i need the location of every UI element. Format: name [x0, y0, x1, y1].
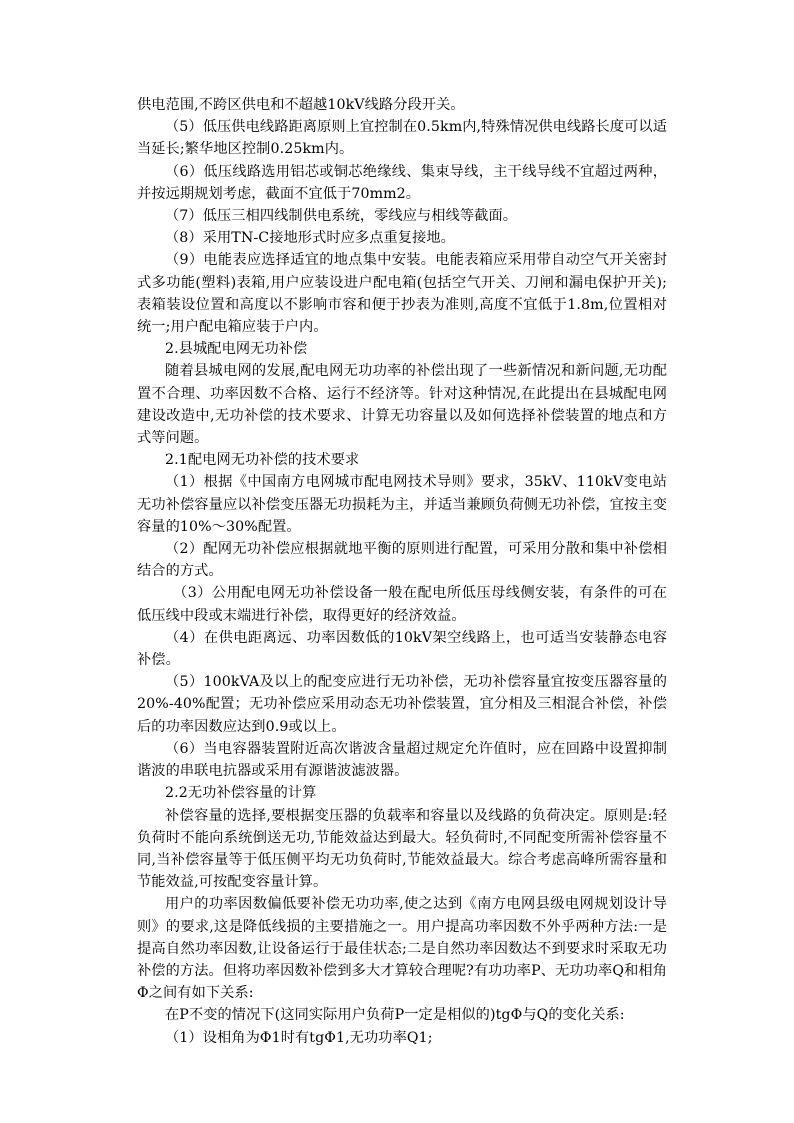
paragraph: 补偿容量的选择,要根据变压器的负载率和容量以及线路的负荷决定。原则是:轻负荷时不能向系统倒送无功,节能效益达到最大。轻负荷时,不同配变所需补偿容量不同,当补偿容量等于低压侧平均无功负荷时,节能效益最大。综合考虑高峰所需容量和节能效益,可按配变容量计算。: [137, 807, 667, 891]
paragraph: （5）低压供电线路距离原则上宜控制在0.5km内,特殊情况供电线路长度可以适当延长;繁华地区控制0.25km内。: [137, 119, 667, 158]
paragraph: （1）设相角为Φ1时有tgΦ1,无功功率Q1;: [165, 1029, 433, 1046]
section-heading: 2.县城配电网无功补偿: [165, 341, 308, 358]
paragraph: 用户的功率因数偏低要补偿无功功率,使之达到《南方电网县级电网规划设计导则》的要求,这是降低线损的主要措施之一。用户提高功率因数不外乎两种方法:一是提高自然功率因数,让设备运行于最佳状态;二是自然功率因数达不到要求时采取无功补偿的方法。但将功率因数补偿到多大才算较合理呢?有功功率P、无功功率Q和相角Φ之间有如下关系:: [137, 896, 667, 1002]
paragraph: （3）公用配电网无功补偿设备一般在配电所低压母线侧安装，有条件的可在低压线中段或末端进行补偿，取得更好的经济效益。: [137, 585, 667, 624]
paragraph: （4）在供电距离远、功率因数低的10kV架空线路上，也可适当安装静态电容补偿。: [137, 629, 667, 669]
paragraph: （8）采用TN-C接地形式时应多点重复接地。: [165, 230, 455, 247]
paragraph: 供电范围,不跨区供电和不超越10kV线路分段开关。: [137, 97, 465, 113]
paragraph: 在P不变的情况下(这同实际用户负荷P一定是相似的)tgΦ与Q的变化关系:: [165, 1007, 625, 1024]
document-page: [137, 94, 667, 1049]
paragraph: （9）电能表应选择适宜的地点集中安装。电能表箱应采用带自动空气开关密封式多功能(塑料)表箱,用户应装设进户配电箱(包括空气开关、刀闸和漏电保护开关);表箱装设位置和高度以不影响市容和便于抄表为准则,高度不宜低于1.8m,位置相对统一;用户配电箱应装于户内。: [137, 252, 667, 336]
paragraph: （7）低压三相四线制供电系统，零线应与相线等截面。: [165, 208, 518, 225]
paragraph: （5）100kVA及以上的配变应进行无功补偿，无功补偿容量宜按变压器容量的20%-40%配置；无功补偿应采用动态无功补偿装置，宜分相及三相混合补偿，补偿后的功率因数应达到0.9或以上。: [137, 674, 667, 735]
section-heading: 2.1配电网无功补偿的技术要求: [165, 452, 360, 469]
paragraph: （2）配网无功补偿应根据就地平衡的原则进行配置，可采用分散和集中补偿相结合的方式。: [137, 541, 667, 580]
paragraph: （6）当电容器装置附近高次谐波含量超过规定允许值时，应在回路中设置抑制谐波的串联电抗器或采用有源谐波滤波器。: [137, 740, 667, 780]
paragraph: 随着县城电网的发展,配电网无功功率的补偿出现了一些新情况和新问题,无功配置不合理、功率因数不合格、运行不经济等。针对这种情况,在此提出在县城配电网建设改造中,无功补偿的技术要求、计算无功容量以及如何选择补偿装置的地点和方式等问题。: [137, 363, 667, 447]
paragraph: （6）低压线路选用铝芯或铜芯绝缘线、集束导线，主干线导线不宜超过两种，并按远期规划考虑，截面不宜低于70mm2。: [137, 163, 667, 202]
paragraph: （1）根据《中国南方电网城市配电网技术导则》要求，35kV、110kV变电站无功补偿容量应以补偿变压器无功损耗为主，并适当兼顾负荷侧无功补偿，宜按主变容量的10%～30%配置。: [137, 474, 667, 535]
section-heading: 2.2无功补偿容量的计算: [165, 785, 317, 802]
